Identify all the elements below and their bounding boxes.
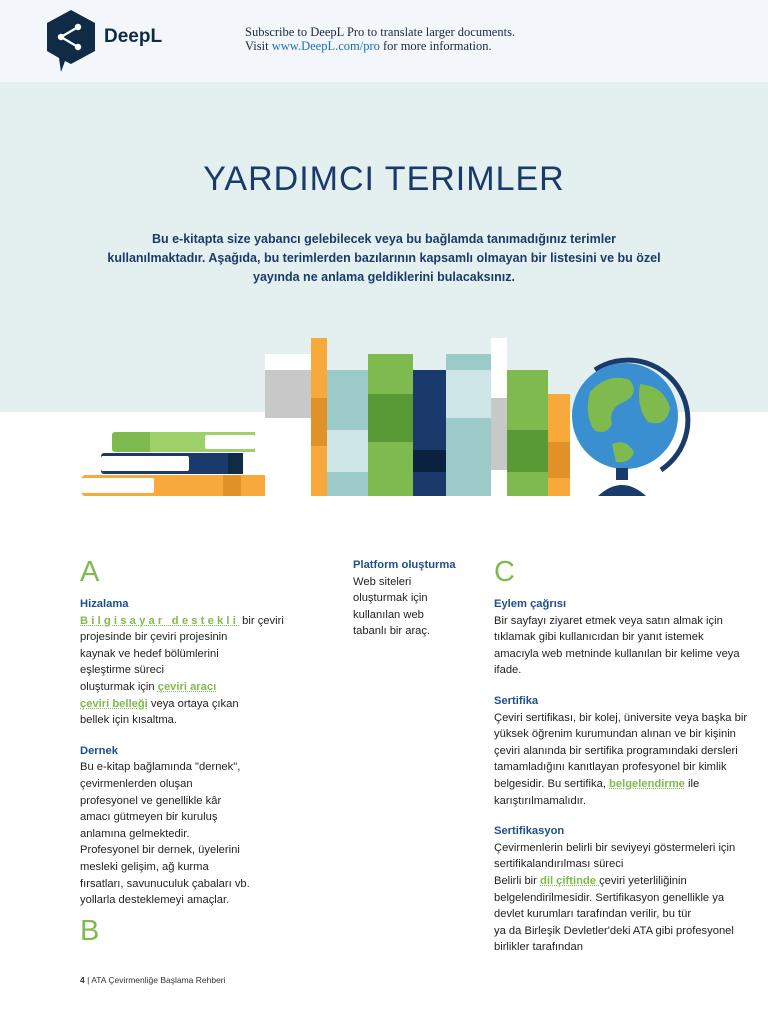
definition-line: eşleştirme süreci — [80, 664, 164, 677]
books-globe-illustration — [0, 332, 768, 496]
definition-line: Çeviri sertifikası, bir kolej, üniversite veya başka bir — [494, 711, 748, 724]
definition-line: bellek için kısaltma. — [80, 714, 177, 727]
link-bilgisayar-destekli[interactable]: Bilgisayar destekli — [80, 614, 240, 627]
promo-suffix: for more information. — [379, 39, 492, 53]
hero-section — [0, 82, 768, 412]
definition-line: anlamına gelmektedir. — [80, 827, 190, 840]
definition-line: Profesyonel bir dernek, üyelerini — [80, 844, 240, 857]
definition-text: Belirli bir — [494, 874, 541, 887]
definition-text: oluşturmak için — [80, 680, 158, 693]
deepl-logo-text: DeepL — [104, 26, 163, 47]
section-letter-c: C — [494, 556, 515, 588]
book-stack-icon — [82, 432, 268, 496]
definition-line: çeviri alanında bir sertifika programındaki dersleri — [494, 744, 738, 757]
globe-icon — [572, 360, 688, 496]
definition-line: Bu e-kitap bağlamında "dernek", — [80, 761, 241, 774]
definition-line: profesyonel ve genellikle kâr — [80, 794, 222, 807]
term-eylem-cagrisi: Eylem çağrısı — [494, 598, 567, 610]
definition-text: ile — [684, 777, 700, 790]
link-ceviri-araci[interactable]: çeviri aracı — [157, 680, 217, 693]
link-dil-ciftinde[interactable]: dil çiftinde — [540, 874, 600, 887]
definition-line: kaynak ve hedef bölümlerini — [80, 647, 219, 660]
footer-title: | ATA Çevirmenliğe Başlama Rehberi — [84, 975, 226, 985]
term-sertifikasyon: Sertifikasyon — [494, 825, 565, 838]
link-belgelendirme[interactable]: belgelendirme — [609, 777, 685, 790]
definition-line: yollarla desteklemeyi amaçlar. — [80, 894, 230, 907]
definition-line: Çevirmenlerin belirli bir seviyeyi göstermeleri için — [494, 841, 736, 854]
definition-line: ifade. — [494, 664, 522, 677]
term-sertifika: Sertifika — [494, 694, 539, 707]
promo-line-1: Subscribe to DeepL Pro to translate larger documents. — [245, 25, 516, 39]
definition-line: fırsatları, savunuculuk çabaları vb. — [80, 877, 250, 890]
definition-line: amacı gütmeyen bir kuruluş — [80, 811, 218, 824]
section-letter-b: B — [80, 914, 100, 947]
column-a-b — [80, 554, 284, 949]
intro-paragraph — [90, 230, 678, 287]
promo-text — [245, 25, 515, 53]
definition-line: Bir sayfayı ziyaret etmek veya satın almak için — [494, 614, 723, 627]
definition-line: Web siteleri — [353, 575, 412, 588]
definition-line: tıklamak gibi kullanıcıdan bir yanıt istemek — [494, 631, 704, 644]
intro-line: kullanılmaktadır. Aşağıda, bu terimlerden bazılarının kapsamlı olmayan bir listesini ve bu özel — [107, 251, 661, 265]
column-platform — [353, 557, 473, 640]
definition-line: çevirmenlerden oluşan — [80, 777, 193, 790]
definition-line: amacıyla web metninde kullanılan bir kelime veya — [494, 647, 740, 660]
intro-line: Bu e-kitapta size yabancı gelebilecek veya bu bağlamda tanımadığınız terimler — [151, 232, 617, 246]
section-letter-a: A — [80, 556, 100, 588]
definition-text: çeviri yeterliliğinin — [599, 874, 687, 887]
definition-line: oluşturmak için — [353, 592, 428, 605]
definition-text: belgesidir. Bu sertifika, — [494, 777, 610, 790]
definition-text: veya ortaya çıkan — [147, 697, 239, 710]
term-dernek: Dernek — [80, 744, 118, 757]
intro-line: yayında ne anlama geldiklerini bulacaksınız. — [253, 270, 515, 284]
deepl-logo-icon — [46, 10, 96, 72]
column-c — [494, 554, 766, 956]
page-footer — [80, 975, 226, 985]
definition-line: projesinde bir çeviri projesinin — [80, 631, 228, 644]
promo-link[interactable]: www.DeepL.com/pro — [271, 39, 380, 53]
term-hizalama: Hizalama — [80, 598, 129, 610]
book-shelf-icon — [265, 338, 570, 496]
definition-line: kullanılan web — [353, 608, 424, 621]
term-platform-olusturma: Platform oluşturma — [353, 559, 456, 571]
definition-line: tabanlı bir araç. — [353, 625, 431, 638]
definition-line: karıştırılmamalıdır. — [494, 794, 587, 807]
page-title: YARDIMCI TERIMLER — [203, 160, 565, 198]
definition-line: sertifikalandırılması süreci — [494, 858, 624, 871]
definition-line: mesleki gelişim, ağ kurma — [80, 860, 209, 873]
definition-line: belgelendirilmesidir. Sertifikasyon genellikle ya — [494, 891, 725, 904]
page-number: 4 — [80, 975, 85, 985]
definition-line: tamamladığını kanıtlayan profesyonel bir kimlik — [494, 761, 727, 774]
definition-line: devlet kurumları tarafından verilir, bu tür — [494, 908, 692, 921]
definition-line: yüksek öğrenim kurumundan alınan ve bir kişinin — [494, 728, 736, 741]
promo-visit: Visit — [245, 39, 272, 53]
definition-text: bir çeviri — [239, 614, 284, 627]
definition-line: ya da Birleşik Devletler'deki ATA gibi profesyonel — [494, 924, 734, 937]
deepl-banner — [0, 0, 768, 82]
link-ceviri-bellegi[interactable]: çeviri belleği — [80, 697, 148, 710]
definition-line: birlikler tarafından — [494, 941, 583, 954]
